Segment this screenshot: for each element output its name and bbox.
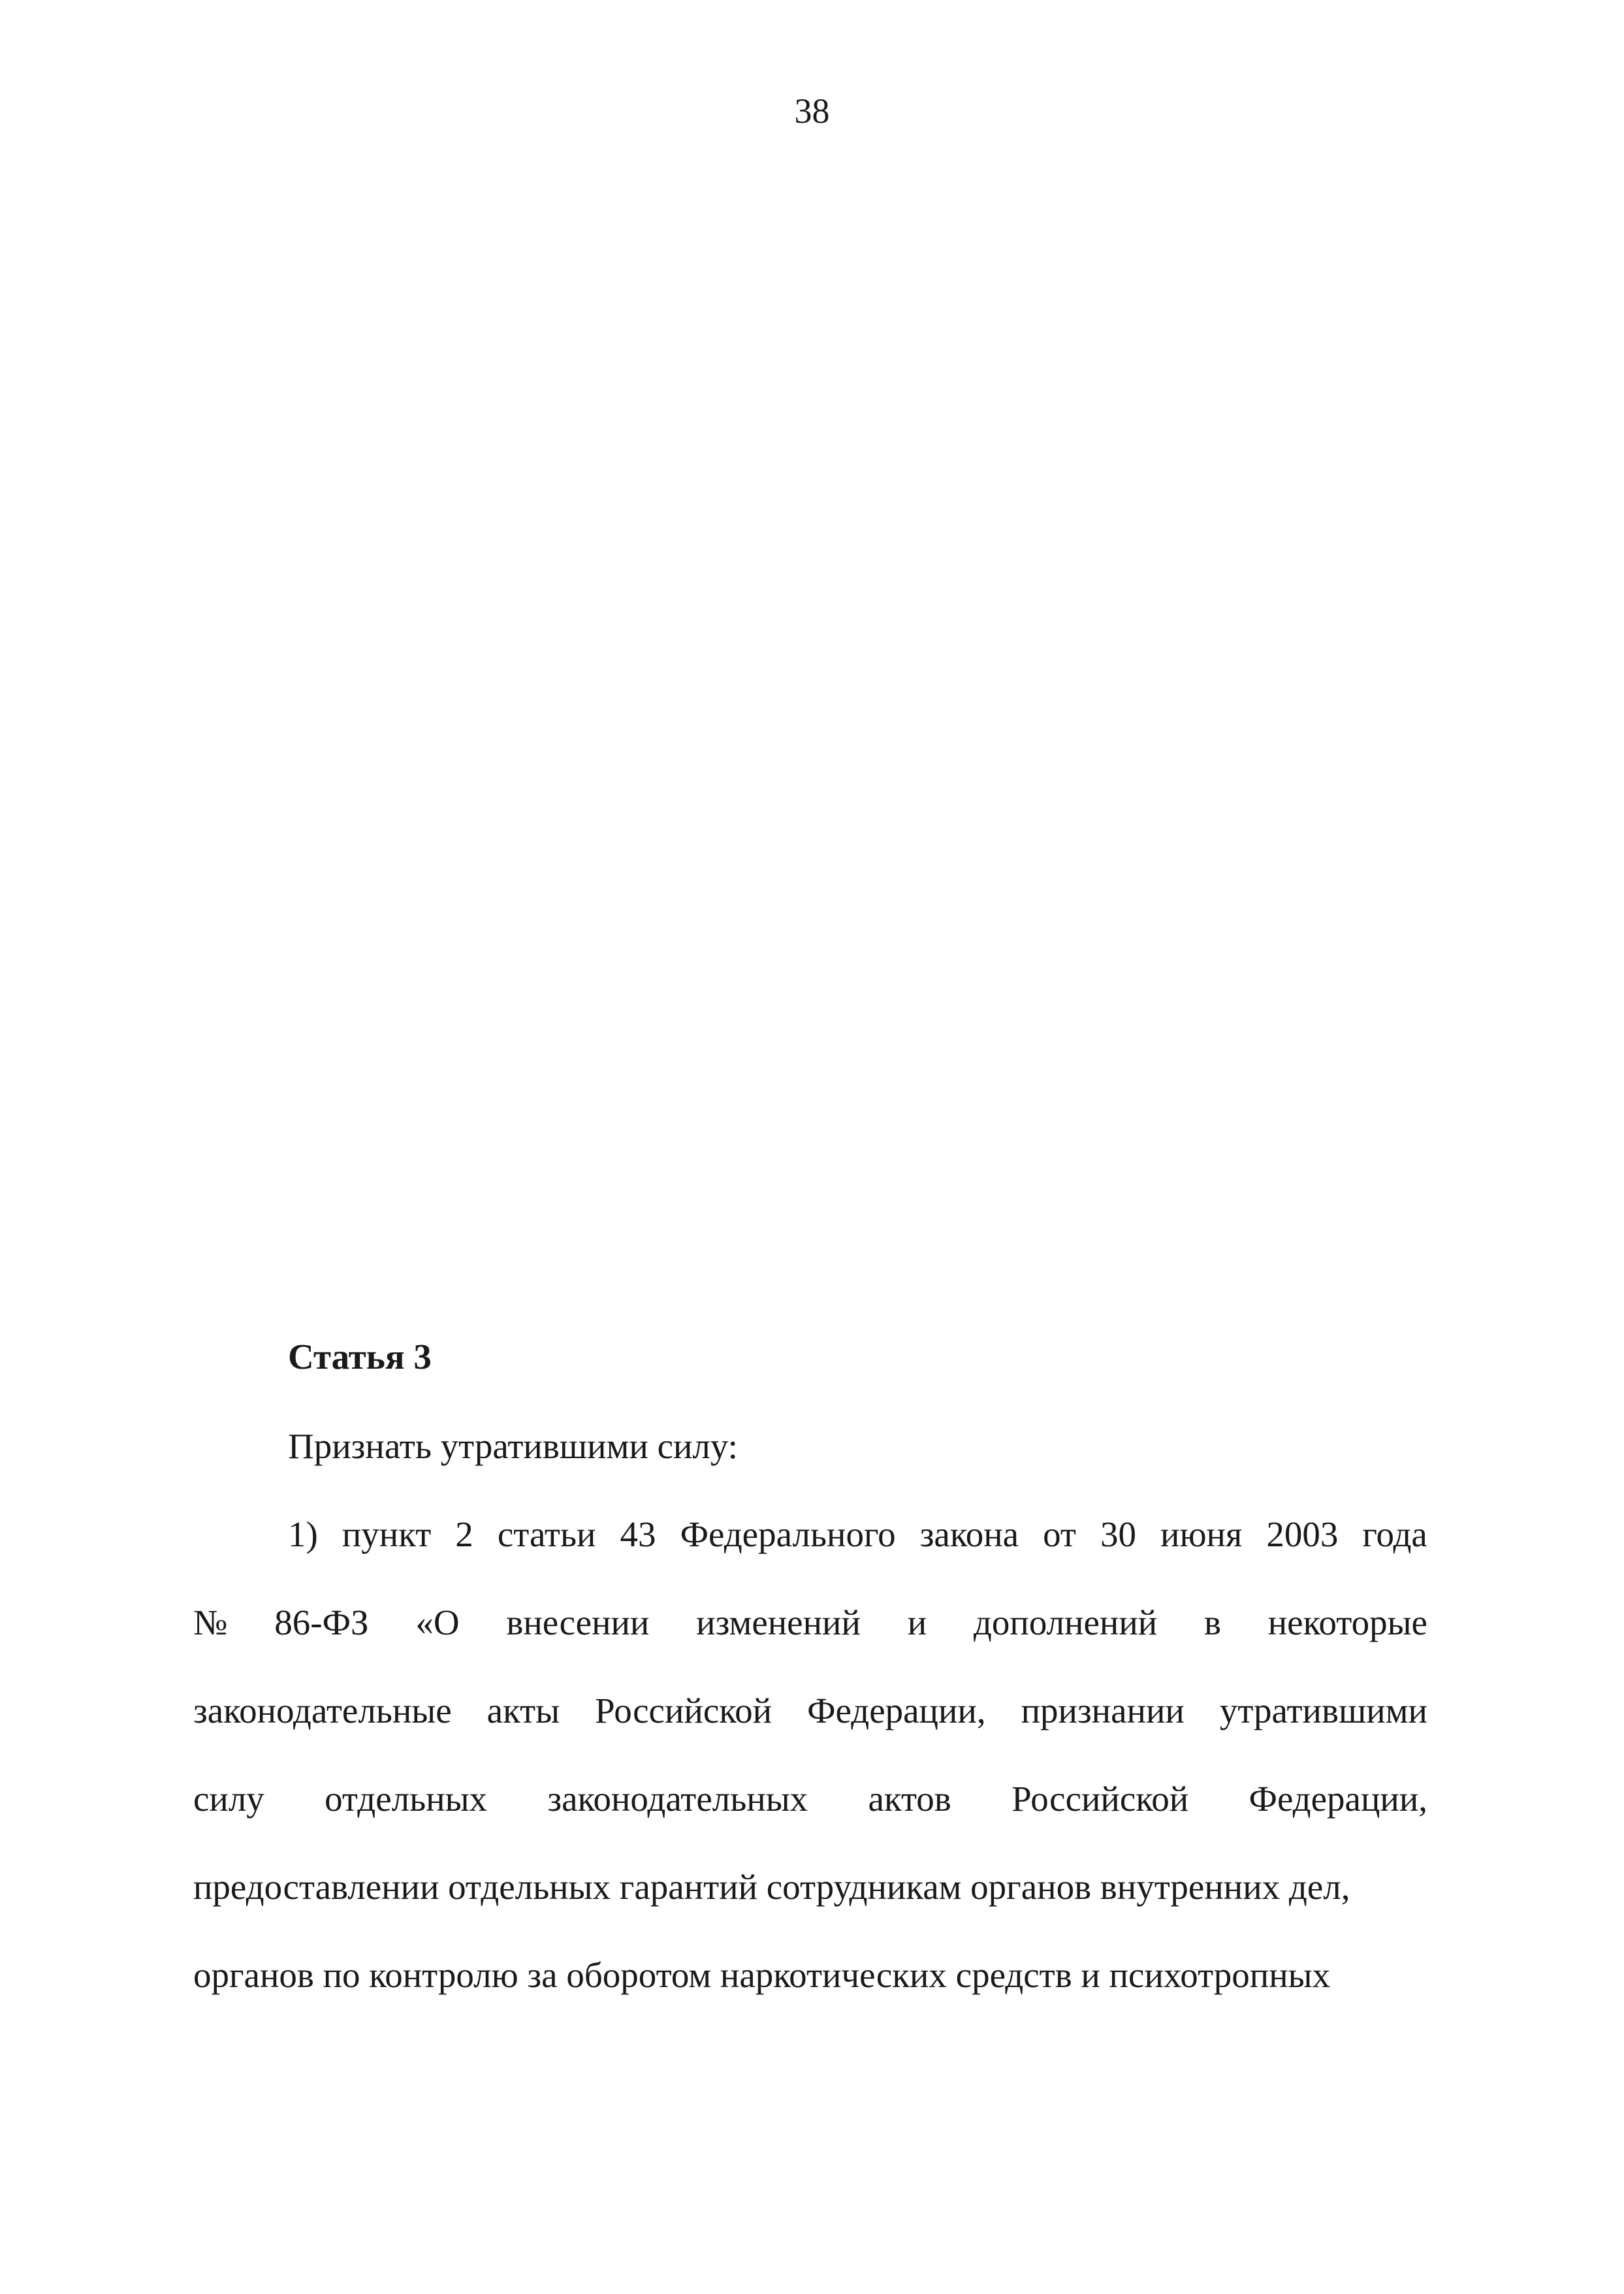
word: дополнений bbox=[973, 1602, 1158, 1642]
item-1-line-4 bbox=[193, 1776, 1427, 1822]
word: № bbox=[193, 1602, 228, 1642]
word: законодательных bbox=[547, 1779, 808, 1819]
word: Федерации, bbox=[1249, 1779, 1427, 1819]
word: от bbox=[1043, 1514, 1076, 1554]
word: 86-ФЗ bbox=[274, 1602, 369, 1642]
item-1-line-1 bbox=[288, 1512, 1427, 1557]
item-1-line-3 bbox=[193, 1688, 1427, 1734]
word: 2003 bbox=[1266, 1514, 1339, 1554]
page-number: 38 bbox=[794, 91, 830, 131]
word: изменений bbox=[696, 1602, 861, 1642]
word: в bbox=[1203, 1602, 1221, 1642]
word: закона bbox=[919, 1514, 1019, 1554]
word: Российской bbox=[1011, 1779, 1189, 1819]
word: года bbox=[1362, 1514, 1427, 1554]
word: Российской bbox=[595, 1691, 772, 1730]
word: и bbox=[907, 1602, 927, 1642]
word: законодательные bbox=[193, 1691, 452, 1730]
word: внесении bbox=[506, 1602, 650, 1642]
word: июня bbox=[1160, 1514, 1243, 1554]
word: силу bbox=[193, 1779, 264, 1819]
word: 2 bbox=[455, 1514, 473, 1554]
word: некоторые bbox=[1267, 1602, 1427, 1642]
word: «О bbox=[415, 1602, 460, 1642]
word: 30 bbox=[1100, 1514, 1136, 1554]
word: отдельных bbox=[325, 1779, 488, 1819]
word: 1) bbox=[288, 1514, 318, 1554]
word: утратившими bbox=[1219, 1691, 1427, 1730]
word: предоставлении отдельных гарантий сотрудникам органов внутренних дел, bbox=[193, 1867, 1350, 1907]
word: признании bbox=[1021, 1691, 1185, 1730]
word: Федерации, bbox=[807, 1691, 986, 1730]
word: пункт bbox=[342, 1514, 432, 1554]
word: акты bbox=[486, 1691, 560, 1730]
article-intro: Признать утратившими силу: bbox=[288, 1426, 738, 1466]
item-1-line-6 bbox=[193, 1952, 1427, 1998]
word: Федерального bbox=[680, 1514, 896, 1554]
word: статьи bbox=[497, 1514, 596, 1554]
word: актов bbox=[868, 1779, 951, 1819]
word: органов по контролю за оборотом наркотических средств и психотропных bbox=[193, 1955, 1331, 1995]
article-heading: Статья 3 bbox=[288, 1337, 432, 1377]
item-1-line-2 bbox=[193, 1600, 1427, 1646]
item-1-line-5 bbox=[193, 1864, 1427, 1910]
word: 43 bbox=[620, 1514, 656, 1554]
